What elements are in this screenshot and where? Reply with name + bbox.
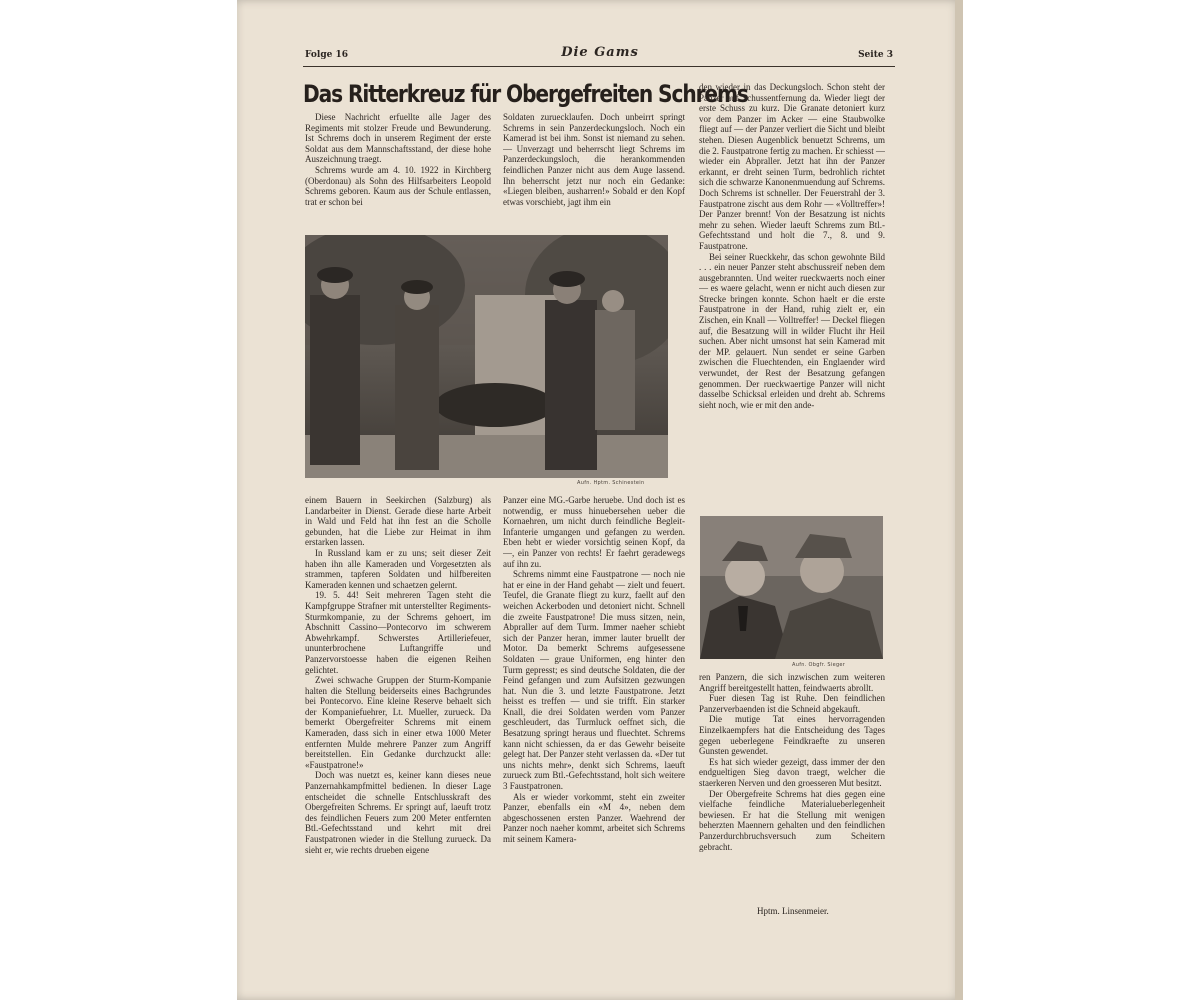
article-title: Das Ritterkreuz für Obergefreiten Schrems	[303, 80, 748, 108]
paragraph: Zwei schwache Gruppen der Sturm-Kompanie halten die Stellung beiderseits eines Bachgrundes bei Pontecorvo. Eine kleine Reserve behaelt sich der Kompaniefuehrer, Lt. Mueller, zurueck. Da bemerkt Obergefreiter Schrems mit einem Kameraden, dass sich in einer etwa 1000 Meter entfernten Mulde mehrere Panzer zum Angriff bereitstellen. Ein Gedanke durchzuckt alle: «Faustpatrone!»	[305, 675, 491, 770]
page-number: Seite 3	[858, 50, 893, 60]
column-2-bottom	[503, 495, 685, 915]
paragraph: den wieder in das Deckungsloch. Schon steht der Panzer auf Schussentfernung da. Wieder liegt der erste Schuss zu kurz. Die Granate detoniert kurz vor dem Panzer im Acker — eine Staubwolke fliegt auf — der Panzer verliert die Sicht und bleibt stehen. Diesen Augenblick benuetzt Schrems, um die 2. Faustpatrone fertig zu machen. Er schiesst — wieder ein Abpraller. Jetzt hat ihn der Panzer erkannt, er dreht seinen Turm, bedrohlich richtet sich die schwarze Kanonenmuendung auf Schrems. Doch Schrems ist schneller. Der Feuerstrahl der 3. Faustpatrone zischt aus dem Rohr — «Volltreffer»! Der Panzer brennt! Von der Besatzung ist nichts mehr zu sehen. Wieder laeuft Schrems zum Btl.-Gefechtsstand und holt die 7., 8. und 9. Faustpatrone.	[699, 82, 885, 251]
paragraph: Fuer diesen Tag ist Ruhe. Den feindlichen Panzerverbaenden ist die Schneid abgekauft.	[699, 693, 885, 714]
newspaper-page	[237, 0, 963, 1000]
paragraph: Soldaten zuruecklaufen. Doch unbeirrt springt Schrems in sein Panzerdeckungsloch. Noch ein Kamerad ist bei ihm. Sonst ist niemand zu sehen. — Unverzagt und beherrscht liegt Schrems im Panzerdeckungsloch, die herankommenden feindlichen Panzer nicht aus dem Auge lassend. Ihn beherrscht jetzt nur noch ein Gedanke: «Liegen bleiben, ausharren!» Sobald er den Kopf etwas vorschiebt, jagt ihm ein	[503, 112, 685, 207]
paragraph: Die mutige Tat eines hervorragenden Einzelkaempfers hat die Entscheidung des Tages gegen ueberlegene Feindkraefte zu unseren Gunsten gewendet.	[699, 714, 885, 757]
paragraph: Schrems nimmt eine Faustpatrone — noch nie hat er eine in der Hand gehabt — zielt und feuert. Teufel, die Granate fliegt zu kurz, faellt auf den weichen Ackerboden und detoniert nicht. Schnell die zweite Faustpatrone! Die muss sitzen, nein, Abpraller auf dem Turm. Immer naeher schiebt sich der Panzer heran, immer lauter bruellt der Motor. Da bemerkt Schrems aufgesessene Soldaten — graue Uniformen, eng hinter den Turm gepresst; es sind deutsche Soldaten, die der Feind gefangen und zum Aufsitzen gezwungen hat. Nun die 3. und letzte Faustpatrone. Jetzt heisst es treffen — und sie trifft. Ein starker Knall, die drei Soldaten werden vom Panzer geschleudert, das Turmluck oeffnet sich, die Besatzung springt heraus und fluechtet. Schrems kann nicht schiessen, da er das Gewehr beiseite gelegt hat. Der Panzer steht verlassen da. «Der tut uns nichts mehr», denkt sich Schrems, laeuft zurueck zum Btl.-Gefechtsstand, holt sich weitere 3 Faustpatronen.	[503, 569, 685, 792]
paragraph: Der Obergefreite Schrems hat dies gegen eine vielfache feindliche Materialueberlegenheit bewiesen. Er hat die Stellung mit wenigen beherzten Maennern gehalten und den feindlichen Panzerdurchbruchsversuch zum Scheitern gebracht.	[699, 788, 885, 852]
paragraph: Doch was nuetzt es, keiner kann dieses neue Panzernahkampfmittel bedienen. In dieser Lage entscheidet die schnelle Entschlusskraft des Obergefreiten Schrems. Er springt auf, laeuft trotz des feindlichen Feuers zum 200 Meter entfernten Btl.-Gefechtsstand und kehrt mit drei Faustpatronen wieder in die Stellung zurueck. Da sieht er, wie rechts drueben eigene	[305, 770, 491, 855]
column-1-top	[305, 112, 491, 232]
author-signature: Hptm. Linsenmeier.	[757, 906, 829, 916]
paragraph: Bei seiner Rueckkehr, das schon gewohnte Bild . . . ein neuer Panzer steht abschussreif neben dem ausgebrannten. Und weiter rueckwaerts noch einer — es waere gelacht, wenn er nicht auch diesen zur Strecke bringen konnte. Schon haelt er die erste Faustpatrone in der Hand, ruhig zielt er, ein Zischen, ein Knall — Volltreffer! — Deckel fliegen auf, die Besatzung will in wilder Flucht ihr Heil suchen. Aber nicht umsonst hat sein Kamerad mit der MP. gelauert. Nun sendet er seine Garben zwischen die Fluechtenden, ein Englaender wird verwundet, der Rest der Besatzung gefangen genommen. Der rueckwaertige Panzer will nicht dasselbe Schicksal erleiden und dreht ab. Schrems sieht noch, wie er mit den ande-	[699, 251, 885, 410]
paragraph: Es hat sich wieder gezeigt, dass immer der den endgueltigen Sieg davon traegt, welcher die staerkeren Nerven und den groesseren Mut besitzt.	[699, 756, 885, 788]
paragraph: ren Panzern, die sich inzwischen zum weiteren Angriff bereitgestellt hatten, feindwaerts abrollt.	[699, 672, 885, 693]
paragraph: einem Bauern in Seekirchen (Salzburg) als Landarbeiter in Dienst. Gerade diese harte Arbeit in Wald und Feld hat ihn fest an die Scholle gebunden, hat die Liebe zur Heimat in ihm erstarken lassen.	[305, 495, 491, 548]
photo-credit: Aufn. Obgfr. Sieger	[792, 662, 846, 668]
portrait-photo	[700, 516, 883, 659]
column-1-bottom	[305, 495, 491, 915]
page-edge-shadow	[955, 0, 963, 1000]
issue-number: Folge 16	[305, 50, 348, 60]
paragraph: Schrems wurde am 4. 10. 1922 in Kirchberg (Oberdonau) als Sohn des Hilfsarbeiters Leopold Schrems geboren. Kaum aus der Schule entlassen, trat er schon bei	[305, 164, 491, 207]
paragraph: Panzer eine MG.-Garbe heruebe. Und doch ist es notwendig, er muss hinuebersehen ueber die Kornaehren, um nicht durch feindliche Begleit-Infanterie umgangen und gefangen zu werden. Eben hebt er wieder vorsichtig seinen Kopf, da —, ein Panzer von rechts! Er faehrt geradewegs auf ihn zu.	[503, 495, 685, 569]
paragraph: 19. 5. 44! Seit mehreren Tagen steht die Kampfgruppe Strafner mit unterstellter Regiments-Sturmkompanie, zu der Schrems gehoert, im Abschnitt Cassino—Pontecorvo im schwerem Abwehrkampf. Schwerstes Artilleriefeuer, ununterbrochene Luftangriffe und Panzervorstoesse haben die eigenen Reihen gelichtet.	[305, 590, 491, 675]
column-3-bottom	[699, 672, 885, 908]
column-2-top	[503, 112, 685, 232]
header-rule	[303, 66, 895, 67]
photo-credit: Aufn. Hptm. Schinestein	[577, 480, 645, 486]
award-ceremony-photo	[305, 235, 668, 478]
masthead: Die Gams	[561, 45, 639, 60]
paragraph: In Russland kam er zu uns; seit dieser Zeit haben ihn alle Kameraden und Vorgesetzten als strammen, tapferen Soldaten und hilfbereiten Kameraden kennen und schaetzen gelernt.	[305, 547, 491, 590]
column-3	[699, 82, 885, 507]
paragraph: Diese Nachricht erfuellte alle Jager des Regiments mit stolzer Freude und Bewunderung. Ist Schrems doch in unserem Regiment der erste Soldat aus dem Mannschaftsstand, der diese hohe Auszeichnung traegt.	[305, 112, 491, 165]
paragraph: Als er wieder vorkommt, steht ein zweiter Panzer, ebenfalls ein «M 4», neben dem abgeschossenen ersten Panzer. Waehrend der Panzer noch naeher kommt, arbeitet sich Schrems mit seinem Kamera-	[503, 791, 685, 844]
